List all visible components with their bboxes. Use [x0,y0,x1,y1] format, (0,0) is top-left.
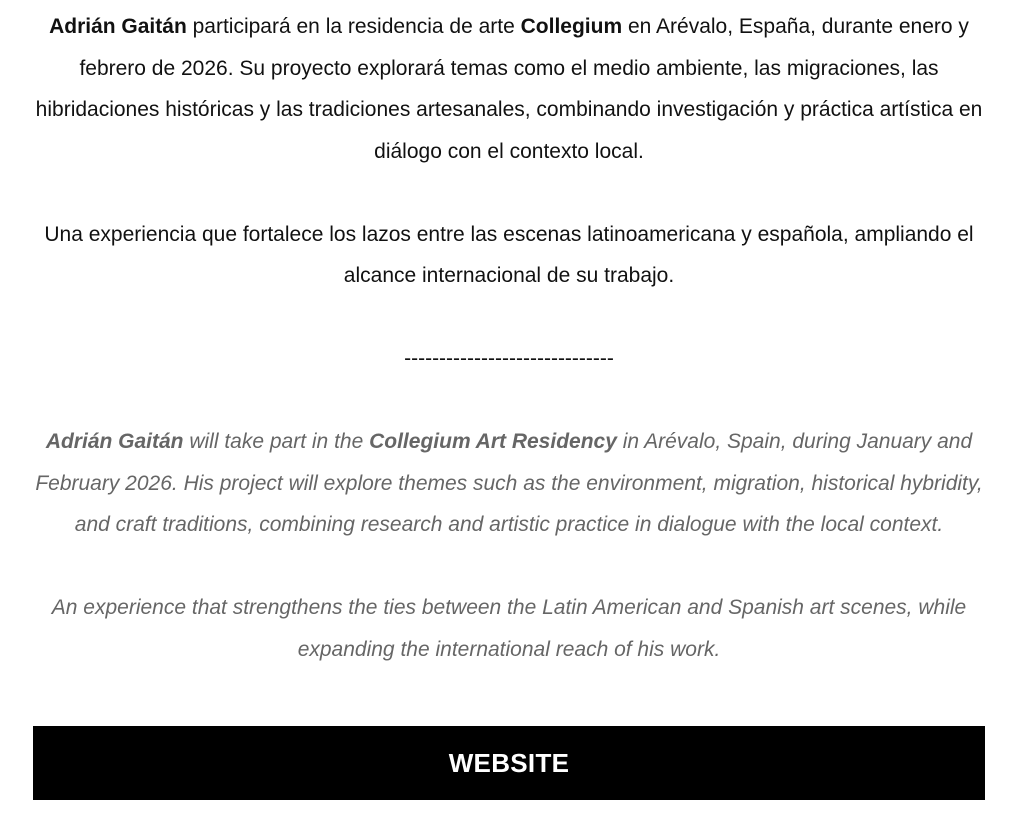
announcement-body [32,6,986,670]
spanish-paragraph-2: Una experiencia que fortalece los lazos entre las escenas latinoamericana y española, ampliando el alcance internacional de su trabajo. [44,222,974,287]
spanish-text-a: participará en la residencia de arte [186,15,521,38]
paragraph-spacer [32,546,986,588]
spanish-text-b: en Arévalo, España, durante enero y febrero de 2026. Su proyecto explorará temas como el medio ambiente, las migraciones, las hibridaciones históricas y las tradiciones artesanales, combinando investigación y práctica artística en diálogo con el contexto local. [35,15,983,163]
paragraph-spacer [32,380,986,422]
english-paragraph-1 [32,421,986,546]
divider-line: ------------------------------ [404,347,614,370]
spanish-paragraph-1 [32,6,986,172]
english-paragraph-2: An experience that strengthens the ties between the Latin American and Spanish art scenes, while expanding the international reach of his work. [51,596,967,661]
paragraph-spacer [32,297,986,339]
artist-name-en: Adrián Gaitán [45,430,184,453]
residency-name-en: Collegium Art Residency [369,430,617,453]
english-text-a: will take part in the [183,430,370,453]
paragraph-spacer [32,172,986,214]
residency-name-es: Collegium [520,15,623,38]
website-button[interactable]: WEBSITE [33,726,985,800]
english-text-b: in Arévalo, Spain, during January and February 2026. His project will explore themes such as the environment, migration, historical hybridity, and craft traditions, combining research and artistic practice in dialogue with the local context. [35,430,983,536]
artist-name-es: Adrián Gaitán [49,15,187,38]
